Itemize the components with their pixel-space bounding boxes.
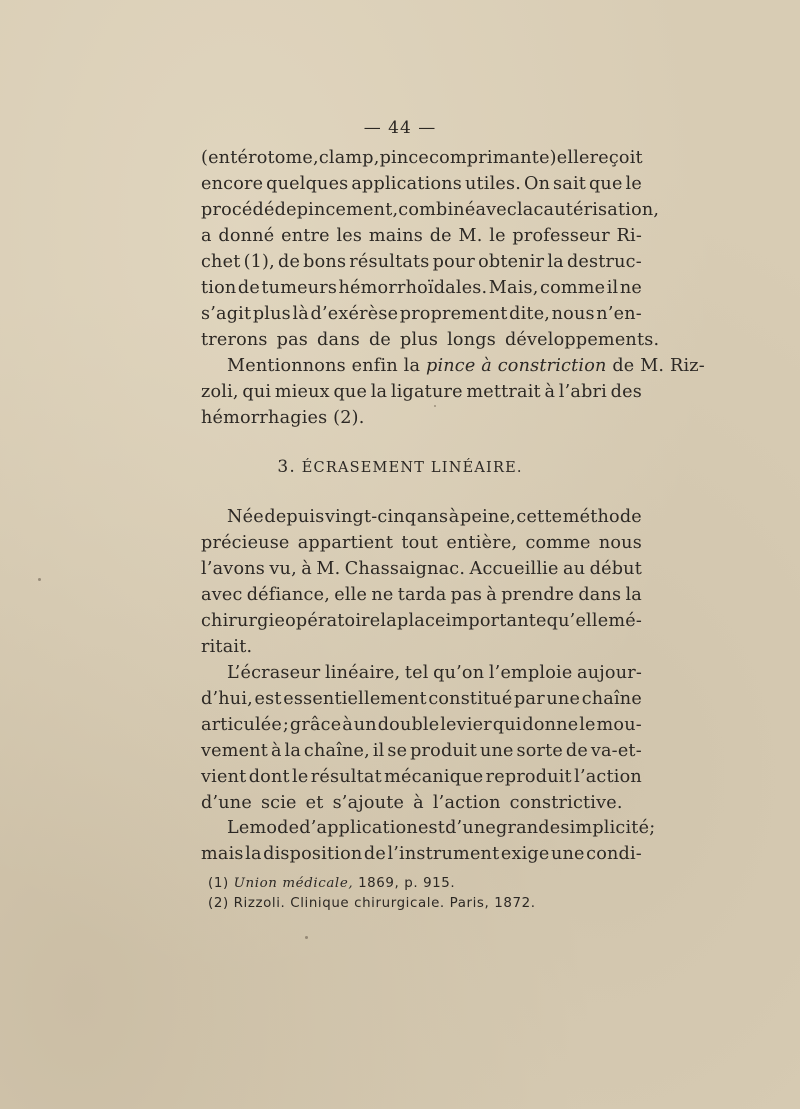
text-line: tion de tumeurs hémorrhoïdales. Mais, comme il ne xyxy=(201,278,642,298)
text-line: vement à la chaîne, il se produit une sorte de va-et- xyxy=(201,741,642,761)
text-line: encore quelques applications utiles. On sait que le xyxy=(201,174,642,194)
text-line: procédé de pincement, combiné avec la cautérisation, xyxy=(201,200,660,220)
ink-speck xyxy=(305,936,308,939)
section-heading xyxy=(0,457,800,477)
text-line: chet (1), de bons résultats pour obtenir la destruc- xyxy=(201,252,642,272)
text-line: d’hui, est essentiellement constitué par une chaîne xyxy=(201,689,642,709)
paragraph-4 xyxy=(201,660,642,816)
text-line: Mentionnons enfin la pince à constriction de M. Riz- xyxy=(201,353,642,379)
text-line: (entérotome, clamp, pince comprimante) elle reçoit xyxy=(201,148,643,168)
page-number: — 44 — xyxy=(363,118,437,138)
text-line: hémorrhagies (2). xyxy=(201,408,365,428)
text-line: ritait. xyxy=(201,637,253,657)
paragraph-5 xyxy=(201,815,656,867)
footnote-1: (1) Union médicale, 1869, p. 915. xyxy=(208,876,456,891)
ink-speck xyxy=(38,578,41,581)
text-line: s’agit plus là d’exérèse proprement dite, nous n’en- xyxy=(201,304,642,324)
text-line: trerons pas dans de plus longs développements. xyxy=(201,330,660,350)
text-line: d’une scie et s’ajoute à l’action constrictive. xyxy=(201,793,623,813)
text-line: vient dont le résultat mécanique reproduit l’action xyxy=(201,767,642,787)
paragraph-3 xyxy=(201,504,642,660)
text-line: mais la disposition de l’instrument exige une condi- xyxy=(201,844,642,864)
section-number: 3. xyxy=(277,457,296,477)
text-line: zoli, qui mieux que la ligature mettrait à l’abri des xyxy=(201,382,642,402)
text-line: Née depuis vingt-cinq ans à peine, cette méthode xyxy=(227,507,642,527)
text-line: précieuse appartient tout entière, comme nous xyxy=(201,533,642,553)
text-line: L’écraseur linéaire, tel qu’on l’emploie aujour- xyxy=(227,663,642,683)
text-line: avec défiance, elle ne tarda pas à prendre dans la xyxy=(201,585,642,605)
text-line: a donné entre les mains de M. le professeur Ri- xyxy=(201,226,642,246)
paragraph-2 xyxy=(201,353,705,431)
text-line: l’avons vu, à M. Chassaignac. Accueillie au début xyxy=(201,559,642,579)
footnote-1-journal: Union médicale, xyxy=(233,876,354,891)
italic-term: pince à constriction xyxy=(425,356,607,376)
text-line: articulée ; grâce à un double levier qui donne le mou- xyxy=(201,715,642,735)
text-line: Le mode d’application est d’une grande simplicité; xyxy=(227,818,656,838)
section-title: ÉCRASEMENT LINÉAIRE. xyxy=(301,460,523,476)
footnote-2: (2) Rizzoli. Clinique chirurgicale. Paris, 1872. xyxy=(208,896,536,911)
ink-speck xyxy=(434,405,436,407)
footnotes xyxy=(208,874,628,914)
paragraph-1 xyxy=(201,145,660,353)
text-line: chirurgie opératoire la place importante qu’elle mé- xyxy=(201,611,642,631)
